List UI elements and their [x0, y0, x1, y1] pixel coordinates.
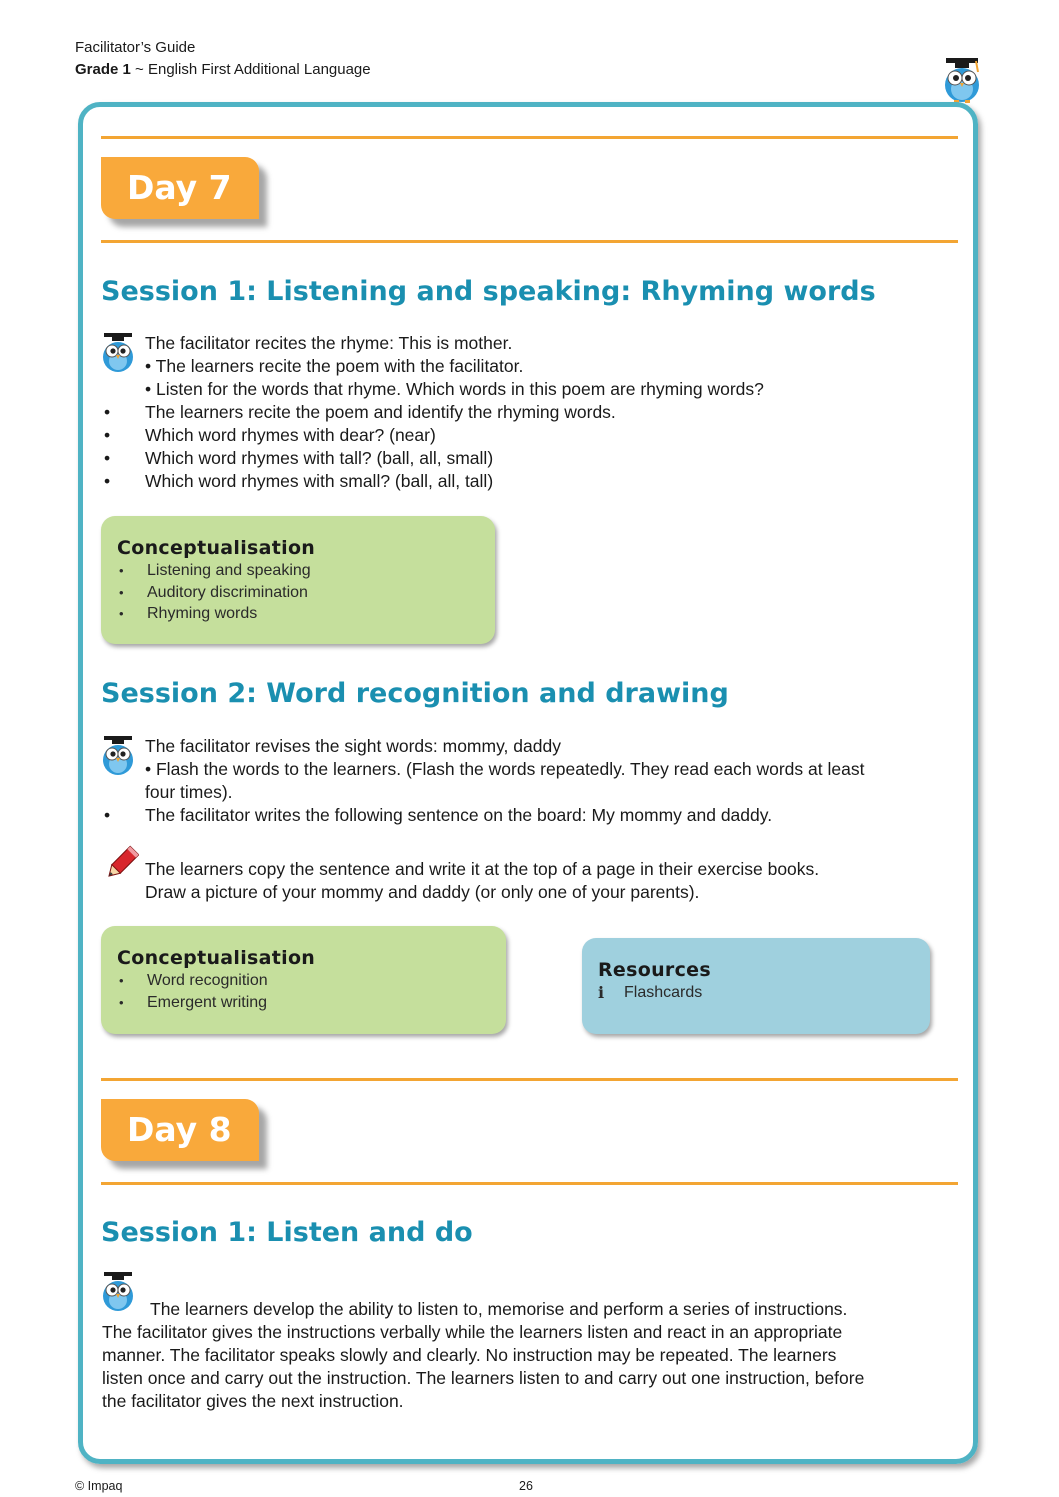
bullet-glyph: •: [104, 471, 111, 491]
day-8-tab: Day 8: [101, 1099, 259, 1161]
grade-label: Grade 1: [75, 61, 131, 78]
divider-day8-top: [101, 1078, 958, 1081]
bullet-glyph: •: [119, 606, 124, 621]
s1-bullet-4: Which word rhymes with small? (ball, all, tall): [145, 471, 494, 491]
info-icon: i: [598, 983, 605, 1002]
divider-day7-top: [101, 136, 958, 139]
bullet-glyph: •: [104, 448, 111, 468]
s1-sub-1: • The learners recite the poem with the facilitator.: [145, 356, 524, 376]
s1-sub-2: • Listen for the words that rhyme. Which words in this poem are rhyming words?: [145, 379, 764, 399]
bullet-glyph: •: [104, 425, 111, 445]
s2-sub-1a: • Flash the words to the learners. (Flash the words repeatedly. They read each words at least: [145, 759, 865, 779]
owl-mascot-icon: [942, 52, 982, 104]
divider-day7-bottom: [101, 240, 958, 243]
bullet-glyph: •: [119, 563, 124, 578]
d8-para-line-5: the facilitator gives the next instruction.: [102, 1391, 404, 1411]
pencil-icon: [103, 845, 139, 883]
s1-bullet-3: Which word rhymes with tall? (ball, all, small): [145, 448, 494, 468]
s2-sub-1b: four times).: [145, 782, 233, 802]
resources-title: Resources: [598, 959, 711, 981]
s2-lead: The facilitator revises the sight words: mommy, daddy: [145, 736, 561, 756]
s2-write-2: Draw a picture of your mommy and daddy (or only one of your parents).: [145, 882, 700, 902]
page-number: 26: [519, 1479, 533, 1493]
grade-subject: [75, 60, 371, 79]
concept-item: • Rhyming words: [117, 603, 479, 625]
conceptualisation-title: Conceptualisation: [117, 947, 316, 969]
bullet-glyph: •: [104, 805, 111, 825]
bullet-glyph: •: [104, 402, 111, 422]
owl-teacher-icon: [101, 329, 135, 373]
conceptualisation-box-2: [101, 926, 506, 1034]
bullet-glyph: •: [119, 584, 124, 600]
s1-bullet-2: Which word rhymes with dear? (near): [145, 425, 436, 445]
guide-title: Facilitator’s Guide: [75, 39, 196, 56]
day-7-tab: Day 7: [101, 157, 259, 219]
day8-session-1-heading: Session 1: Listen and do: [101, 1217, 473, 1248]
s2-bullet: The facilitator writes the following sentence on the board: My mommy and daddy.: [145, 805, 773, 825]
concept-item: • Emergent writing: [117, 992, 490, 1014]
bullet-glyph: •: [119, 994, 124, 1010]
s2-write-1: The learners copy the sentence and write it at the top of a page in their exercise books.: [145, 859, 820, 879]
divider-day8-bottom: [101, 1182, 958, 1185]
session-2-heading: Session 2: Word recognition and drawing: [101, 678, 729, 709]
concept-item: • Auditory discrimination: [117, 582, 479, 604]
bullet-glyph: •: [119, 973, 124, 988]
concept-item: • Word recognition: [117, 970, 490, 992]
owl-teacher-icon: [101, 732, 135, 776]
d8-para-line-4: listen once and carry out the instruction. The learners listen to and carry out one instruction, before: [102, 1368, 865, 1388]
conceptualisation-box-1: [101, 516, 495, 644]
resource-item: i Flashcards: [598, 983, 703, 1002]
d8-para-line-2: The facilitator gives the instructions verbally while the learners listen and react in an appropriate: [102, 1322, 843, 1342]
d8-para-line-3: manner. The facilitator speaks slowly and clearly. No instruction may be repeated. The learners: [102, 1345, 837, 1365]
session-1-heading: Session 1: Listening and speaking: Rhyming words: [101, 276, 876, 307]
concept-item: • Listening and speaking: [117, 560, 479, 582]
s1-bullet-1: The learners recite the poem and identify the rhyming words.: [145, 402, 616, 422]
resources-box: [582, 938, 930, 1034]
s1-lead: The facilitator recites the rhyme: This is mother.: [145, 333, 513, 353]
owl-teacher-icon: [101, 1268, 135, 1312]
d8-para-line-1: The learners develop the ability to listen to, memorise and perform a series of instructions.: [150, 1299, 848, 1319]
subject-label: ~ English First Additional Language: [130, 61, 371, 78]
copyright: © Impaq: [75, 1479, 123, 1493]
conceptualisation-title: Conceptualisation: [117, 537, 316, 559]
